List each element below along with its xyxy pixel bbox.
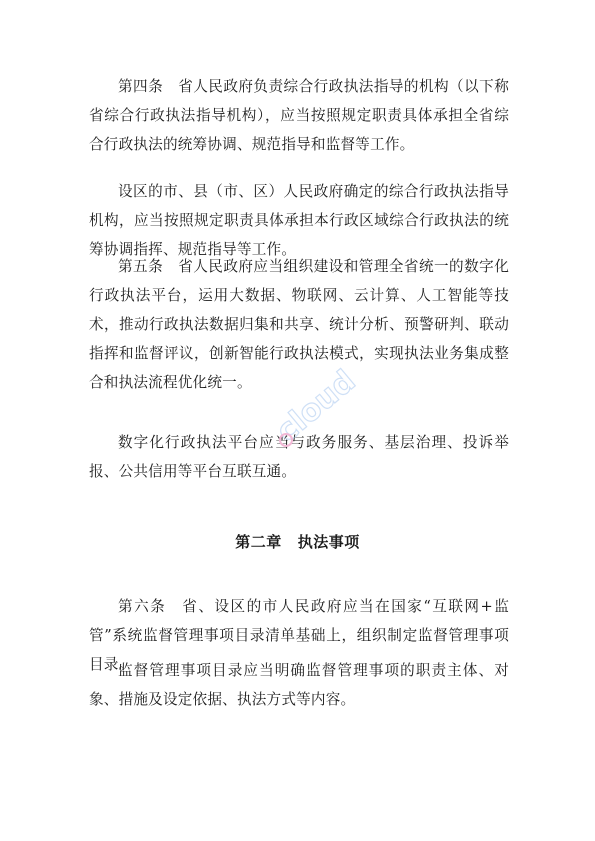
chapter-number: 第二章 — [235, 533, 282, 551]
article-6-paragraph-1: 第六条 省、设区的市人民政府应当在国家“互联网+监管”系统监督管理事项目录清单基础上，组织制定监督管理事项目录。 — [89, 598, 509, 673]
cloud-watermark-logo — [258, 352, 368, 462]
article-5-paragraph-1: 第五条 省人民政府应当组织建设和管理全省统一的数字化行政执法平台，运用大数据、物联网、云计算、人工智能等技术，推动行政执法数据归集和共享、统计分析、预警研判、联动指挥和监督评议，创新智能行政执法模式，实现执法业务集成整合和执法流程优化统一。 — [89, 258, 509, 391]
watermark-text: cloud — [269, 363, 363, 450]
chapter-title: 执法事项 — [297, 533, 360, 551]
article-4-paragraph-1: 第四条 省人民政府负责综合行政执法指导的机构（以下称省综合行政执法指导机构），应当按照规定职责具体承担全省综合行政执法的统筹协调、规范指导和监督等工作。 — [89, 78, 509, 153]
article-4-paragraph-2: 设区的市、县（市、区）人民政府确定的综合行政执法指导机构，应当按照规定职责具体承担本行政区域综合行政执法的统筹协调指挥、规范指导等工作。 — [89, 183, 509, 258]
article-5-paragraph-2: 数字化行政执法平台应当与政务服务、基层治理、投诉举报、公共信用等平台互联互通。 — [89, 434, 509, 480]
article-6-paragraph-2: 监督管理事项目录应当明确监督管理事项的职责主体、对象、措施及设定依据、执法方式等内容。 — [89, 662, 509, 708]
chapter-heading — [0, 531, 595, 552]
